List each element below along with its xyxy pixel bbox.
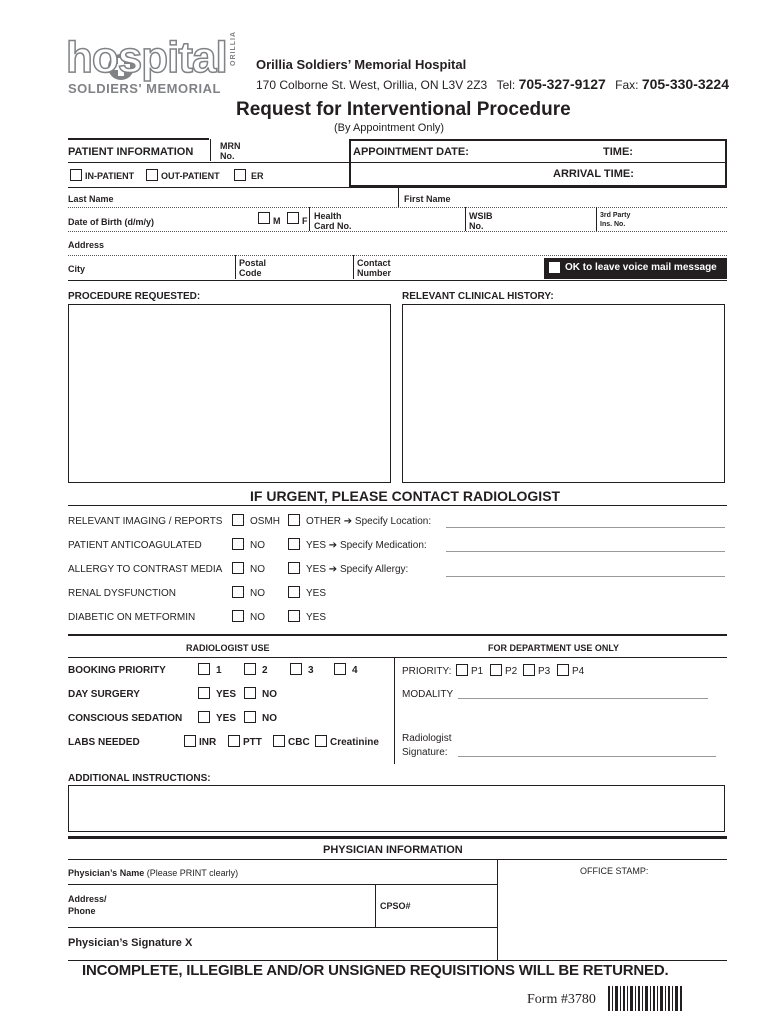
er-checkbox[interactable]	[234, 169, 246, 181]
footer-warning: INCOMPLETE, ILLEGIBLE AND/OR UNSIGNED REQUISITIONS WILL BE RETURNED.	[82, 962, 669, 979]
office-stamp-label: OFFICE STAMP:	[580, 866, 649, 876]
imaging-location-line[interactable]	[446, 527, 725, 528]
physician-name-bold: Physician’s Name	[68, 868, 145, 878]
imaging-other-checkbox[interactable]	[288, 514, 300, 526]
day-surgery-yes-label: YES	[216, 689, 237, 700]
sedation-no-label: NO	[262, 713, 277, 724]
anticoag-yes-checkbox[interactable]	[288, 538, 300, 550]
male-checkbox[interactable]	[258, 212, 270, 224]
labs-needed-label: LABS NEEDED	[68, 737, 140, 748]
metformin-yes-label: YES	[306, 612, 327, 623]
renal-yes-checkbox[interactable]	[288, 586, 300, 598]
out-patient-label: OUT-PATIENT	[161, 171, 220, 181]
inr-checkbox[interactable]	[184, 735, 196, 747]
voicemail-label: OK to leave voice mail message	[565, 262, 717, 273]
conscious-sedation-label: CONSCIOUS SEDATION	[68, 713, 183, 724]
dept-p4-label: P4	[572, 666, 585, 677]
anticoag-label: PATIENT ANTICOAGULATED	[68, 540, 202, 551]
allergy-yes-checkbox[interactable]	[288, 562, 300, 574]
booking-priority-label: BOOKING PRIORITY	[68, 665, 166, 676]
dept-p3-label: P3	[538, 666, 551, 677]
time-label: TIME:	[603, 146, 633, 158]
day-surgery-yes-checkbox[interactable]	[198, 687, 210, 699]
physician-name-label	[68, 868, 238, 878]
imaging-osmh-checkbox[interactable]	[232, 514, 244, 526]
city-label: City	[68, 264, 86, 274]
allergy-no-checkbox[interactable]	[232, 562, 244, 574]
address-text: 170 Colborne St. West, Orillia, ON L3V 2Z3	[256, 78, 488, 92]
clinical-history-label: RELEVANT CLINICAL HISTORY:	[402, 291, 554, 302]
cbc-label: CBC	[288, 737, 310, 748]
allergy-line[interactable]	[446, 576, 725, 577]
voicemail-checkbox[interactable]	[549, 262, 560, 273]
er-label: ER	[251, 171, 264, 181]
hospital-address	[256, 76, 729, 92]
modality-line[interactable]	[458, 698, 708, 699]
urgent-title: IF URGENT, PLEASE CONTACT RADIOLOGIST	[250, 488, 561, 504]
dept-use-title: FOR DEPARTMENT USE ONLY	[488, 643, 620, 653]
physician-phone-label: Phone	[68, 906, 96, 916]
procedure-requested-box[interactable]	[68, 304, 391, 483]
sedation-no-checkbox[interactable]	[244, 711, 256, 723]
booking-1-label: 1	[216, 665, 222, 676]
out-patient-checkbox[interactable]	[146, 169, 158, 181]
additional-instructions-label: ADDITIONAL INSTRUCTIONS:	[68, 773, 211, 784]
metformin-yes-checkbox[interactable]	[288, 610, 300, 622]
modality-label: MODALITY	[402, 689, 454, 700]
dob-label: Date of Birth (d/m/y)	[68, 217, 155, 227]
dept-p4-checkbox[interactable]	[557, 664, 569, 676]
dept-p2-label: P2	[505, 666, 518, 677]
health-card-no-label: Card No.	[314, 221, 352, 231]
day-surgery-no-label: NO	[262, 689, 277, 700]
booking-3-checkbox[interactable]	[290, 663, 302, 675]
barcode-graphic	[608, 986, 684, 1011]
day-surgery-label: DAY SURGERY	[68, 689, 140, 700]
third-party-no-label: Ins. No.	[600, 221, 626, 228]
postal-code-label: Code	[239, 268, 262, 278]
first-name-label: First Name	[404, 194, 451, 204]
male-label: M	[273, 216, 281, 226]
booking-2-checkbox[interactable]	[244, 663, 256, 675]
radiologist-signature-label: Signature:	[402, 747, 448, 758]
medication-line[interactable]	[446, 551, 725, 552]
allergy-label: ALLERGY TO CONTRAST MEDIA	[68, 564, 223, 575]
dept-p1-checkbox[interactable]	[456, 664, 468, 676]
mrn-label: MRN	[220, 141, 241, 151]
barcode	[608, 986, 684, 1011]
logo-bottom-text: SOLDIERS' MEMORIAL	[68, 81, 221, 96]
form-title: Request for Interventional Procedure	[236, 99, 571, 120]
radiologist-use-title: RADIOLOGIST USE	[186, 643, 270, 653]
appointment-date-label: APPOINTMENT DATE:	[353, 146, 469, 158]
contact-number-label: Number	[357, 268, 392, 278]
in-patient-label: IN-PATIENT	[85, 171, 135, 181]
booking-4-checkbox[interactable]	[334, 663, 346, 675]
last-name-label: Last Name	[68, 194, 114, 204]
renal-no-checkbox[interactable]	[232, 586, 244, 598]
anticoag-no-checkbox[interactable]	[232, 538, 244, 550]
creatinine-label: Creatinine	[330, 737, 379, 748]
inr-label: INR	[199, 737, 217, 748]
imaging-osmh-label: OSMH	[250, 516, 280, 527]
creatinine-checkbox[interactable]	[315, 735, 327, 747]
booking-2-label: 2	[262, 665, 268, 676]
clinical-history-box[interactable]	[402, 304, 725, 483]
dept-p2-checkbox[interactable]	[490, 664, 502, 676]
ptt-label: PTT	[243, 737, 262, 748]
wsib-no-label: No.	[469, 221, 484, 231]
dept-p3-checkbox[interactable]	[523, 664, 535, 676]
imaging-other-label: OTHER ➔ Specify Location:	[306, 516, 432, 527]
female-label: F	[302, 216, 308, 226]
wsib-label: WSIB	[469, 211, 493, 221]
logo-word: hospital	[66, 33, 227, 82]
additional-instructions-box[interactable]	[68, 785, 725, 832]
physician-name-note: (Please PRINT clearly)	[146, 868, 239, 878]
fax-number: 705-330-3224	[641, 76, 729, 92]
booking-1-checkbox[interactable]	[198, 663, 210, 675]
tel-number: 705-327-9127	[518, 76, 606, 92]
contact-label: Contact	[357, 258, 391, 268]
hospital-name: Orillia Soldiers’ Memorial Hospital	[256, 57, 467, 72]
dept-p1-label: P1	[471, 666, 484, 677]
in-patient-checkbox[interactable]	[70, 169, 82, 181]
procedure-requested-label: PROCEDURE REQUESTED:	[68, 291, 201, 302]
fax-label: Fax:	[615, 78, 639, 92]
patient-info-title: PATIENT INFORMATION	[68, 146, 194, 158]
logo-side-text: ORILLIA	[230, 31, 237, 66]
dept-priority-label: PRIORITY:	[402, 666, 452, 677]
mrn-no-label: No.	[220, 151, 235, 161]
metformin-no-checkbox[interactable]	[232, 610, 244, 622]
sedation-yes-label: YES	[216, 713, 237, 724]
radiologist-label: Radiologist	[402, 733, 452, 744]
health-card-label: Health	[314, 211, 342, 221]
anticoag-no-label: NO	[250, 540, 265, 551]
allergy-yes-label: YES ➔ Specify Allergy:	[306, 564, 409, 575]
anticoag-yes-label: YES ➔ Specify Medication:	[306, 540, 427, 551]
physician-signature-label: Physician’s Signature X	[68, 937, 193, 949]
female-checkbox[interactable]	[287, 212, 299, 224]
metformin-no-label: NO	[250, 612, 265, 623]
address-label: Address	[68, 240, 105, 250]
renal-label: RENAL DYSFUNCTION	[68, 588, 176, 599]
renal-yes-label: YES	[306, 588, 327, 599]
radiologist-signature-line[interactable]	[458, 756, 716, 757]
imaging-label: RELEVANT IMAGING / REPORTS	[68, 516, 223, 527]
arrival-time-label: ARRIVAL TIME:	[553, 168, 634, 180]
form-number: Form #3780	[527, 992, 596, 1007]
booking-4-label: 4	[352, 665, 358, 676]
postal-label: Postal	[239, 258, 267, 268]
third-party-label: 3rd Party	[600, 212, 631, 219]
booking-3-label: 3	[308, 665, 314, 676]
physician-address-label: Address/	[68, 894, 107, 904]
physician-info-title: PHYSICIAN INFORMATION	[323, 844, 463, 856]
metformin-label: DIABETIC ON METFORMIN	[68, 612, 196, 623]
allergy-no-label: NO	[250, 564, 265, 575]
tel-label: Tel:	[496, 78, 516, 92]
renal-no-label: NO	[250, 588, 265, 599]
ptt-checkbox[interactable]	[228, 735, 240, 747]
cbc-checkbox[interactable]	[273, 735, 285, 747]
sedation-yes-checkbox[interactable]	[198, 711, 210, 723]
cpso-label: CPSO#	[380, 901, 411, 911]
day-surgery-no-checkbox[interactable]	[244, 687, 256, 699]
form-subtitle: (By Appointment Only)	[334, 122, 445, 134]
